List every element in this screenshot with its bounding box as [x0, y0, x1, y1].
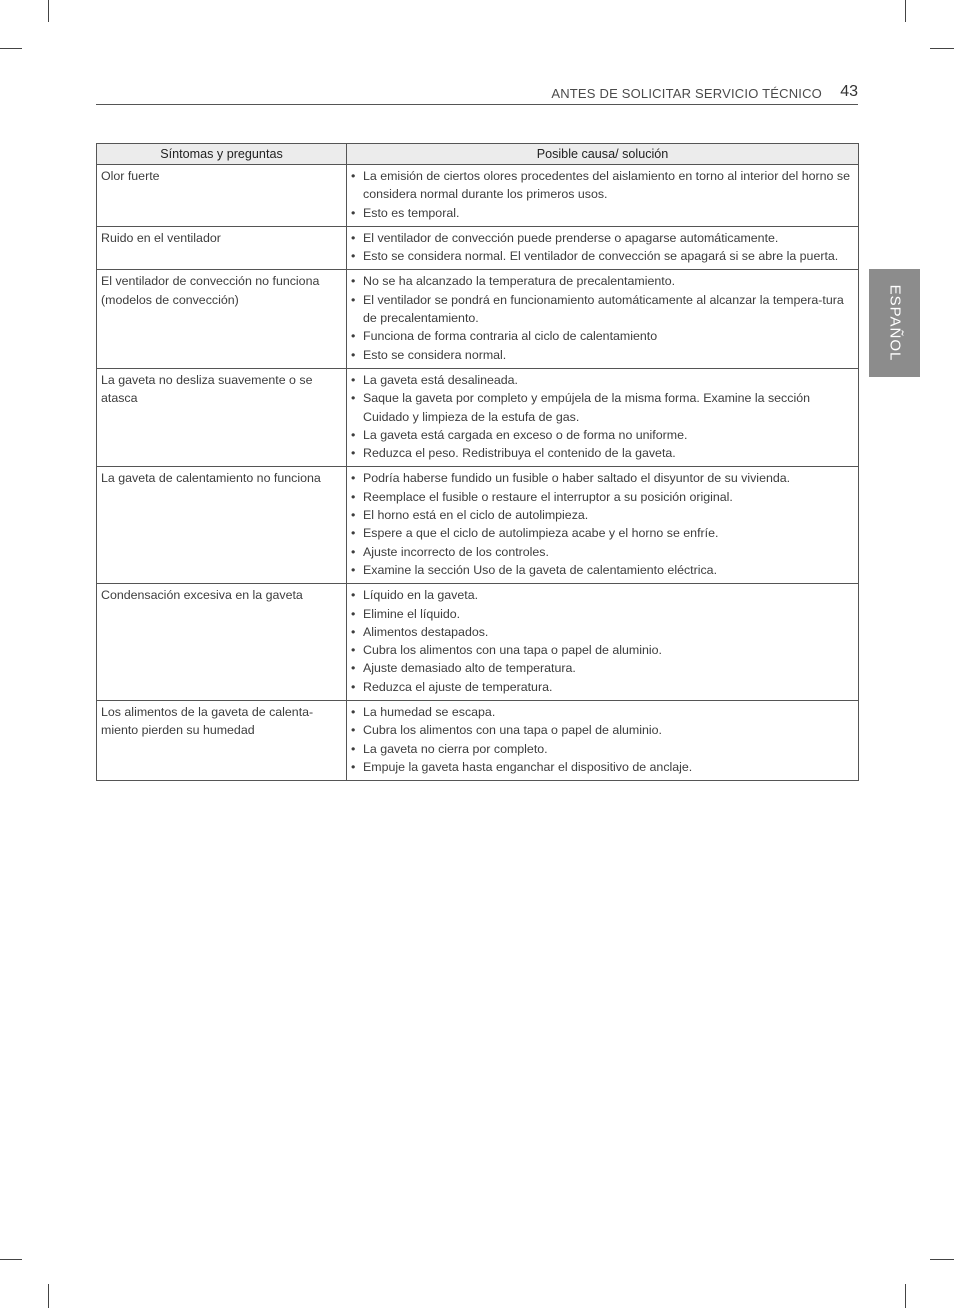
crop-mark	[0, 1259, 22, 1260]
table-row	[97, 165, 859, 227]
cause-item: • Cubra los alimentos con una tapa o papel de aluminio.	[351, 641, 854, 659]
table-row	[97, 467, 859, 584]
table-row	[97, 368, 859, 466]
troubleshooting-table	[96, 143, 859, 781]
cause-item: • No se ha alcanzado la temperatura de precalentamiento.	[351, 272, 854, 290]
column-header-symptoms: Síntomas y preguntas	[97, 144, 347, 165]
cause-item: • La gaveta no cierra por completo.	[351, 740, 854, 758]
table-body	[97, 165, 859, 781]
symptom-cell: Olor fuerte	[97, 165, 347, 227]
crop-mark	[930, 48, 954, 49]
cause-item: • Reduzca el peso. Redistribuya el contenido de la gaveta.	[351, 444, 854, 462]
crop-mark	[905, 1284, 906, 1308]
cause-item: • La humedad se escapa.	[351, 703, 854, 721]
causes-list	[351, 272, 854, 363]
symptom-cell: Ruido en el ventilador	[97, 226, 347, 270]
cause-item: • Reemplace el fusible o restaure el interruptor a su posición original.	[351, 488, 854, 506]
language-tab-label: ESPAÑOL	[886, 284, 903, 362]
cause-item: • La gaveta está desalineada.	[351, 371, 854, 389]
cause-item: • La emisión de ciertos olores procedentes del aislamiento en torno al interior del horno se considera normal durante los primeros usos.	[351, 167, 854, 204]
cause-item: • Espere a que el ciclo de autolimpieza acabe y el horno se enfríe.	[351, 524, 854, 542]
cause-item: • Examine la sección Uso de la gaveta de calentamiento eléctrica.	[351, 561, 854, 579]
cause-item: • Empuje la gaveta hasta enganchar el dispositivo de anclaje.	[351, 758, 854, 776]
causes-cell	[347, 270, 859, 368]
cause-item: • El ventilador se pondrá en funcionamiento automáticamente al alcanzar la tempera-tura de precalentamiento.	[351, 291, 854, 328]
crop-mark	[905, 0, 906, 22]
page-number: 43	[840, 83, 858, 100]
causes-cell	[347, 467, 859, 584]
crop-mark	[48, 0, 49, 22]
table-row	[97, 584, 859, 701]
cause-item: • Funciona de forma contraria al ciclo de calentamiento	[351, 327, 854, 345]
causes-list	[351, 167, 854, 222]
cause-item: • Ajuste incorrecto de los controles.	[351, 543, 854, 561]
symptom-cell: Condensación excesiva en la gaveta	[97, 584, 347, 701]
cause-item: • Reduzca el ajuste de temperatura.	[351, 678, 854, 696]
causes-cell	[347, 701, 859, 781]
cause-item: • Esto se considera normal.	[351, 346, 854, 364]
page-header	[96, 84, 858, 105]
causes-list	[351, 586, 854, 696]
causes-cell	[347, 165, 859, 227]
section-title: ANTES DE SOLICITAR SERVICIO TÉCNICO	[551, 86, 822, 101]
causes-list	[351, 229, 854, 266]
symptom-cell: Los alimentos de la gaveta de calenta-miento pierden su humedad	[97, 701, 347, 781]
causes-list	[351, 469, 854, 579]
cause-item: • La gaveta está cargada en exceso o de forma no uniforme.	[351, 426, 854, 444]
cause-item: • Esto es temporal.	[351, 204, 854, 222]
symptom-cell: La gaveta de calentamiento no funciona	[97, 467, 347, 584]
cause-item: • El horno está en el ciclo de autolimpieza.	[351, 506, 854, 524]
table-row	[97, 701, 859, 781]
cause-item: • Líquido en la gaveta.	[351, 586, 854, 604]
crop-mark	[48, 1284, 49, 1308]
cause-item: • Saque la gaveta por completo y empújela de la misma forma. Examine la sección Cuidado y limpieza de la estufa de gas.	[351, 389, 854, 426]
symptom-cell: La gaveta no desliza suavemente o se atasca	[97, 368, 347, 466]
table-row	[97, 270, 859, 368]
table-header-row	[97, 144, 859, 165]
cause-item: • Cubra los alimentos con una tapa o papel de aluminio.	[351, 721, 854, 739]
causes-cell	[347, 226, 859, 270]
crop-mark	[0, 48, 22, 49]
cause-item: • Podría haberse fundido un fusible o haber saltado el disyuntor de su vivienda.	[351, 469, 854, 487]
table-row	[97, 226, 859, 270]
cause-item: • Ajuste demasiado alto de temperatura.	[351, 659, 854, 677]
causes-cell	[347, 368, 859, 466]
crop-mark	[930, 1259, 954, 1260]
causes-list	[351, 371, 854, 462]
language-tab	[869, 269, 920, 377]
causes-list	[351, 703, 854, 776]
cause-item: • Alimentos destapados.	[351, 623, 854, 641]
cause-item: • Esto se considera normal. El ventilador de convección se apagará si se abre la puerta.	[351, 247, 854, 265]
causes-cell	[347, 584, 859, 701]
cause-item: • Elimine el líquido.	[351, 605, 854, 623]
symptom-cell: El ventilador de convección no funciona (modelos de convección)	[97, 270, 347, 368]
cause-item: • El ventilador de convección puede prenderse o apagarse automáticamente.	[351, 229, 854, 247]
column-header-causes: Posible causa/ solución	[347, 144, 859, 165]
